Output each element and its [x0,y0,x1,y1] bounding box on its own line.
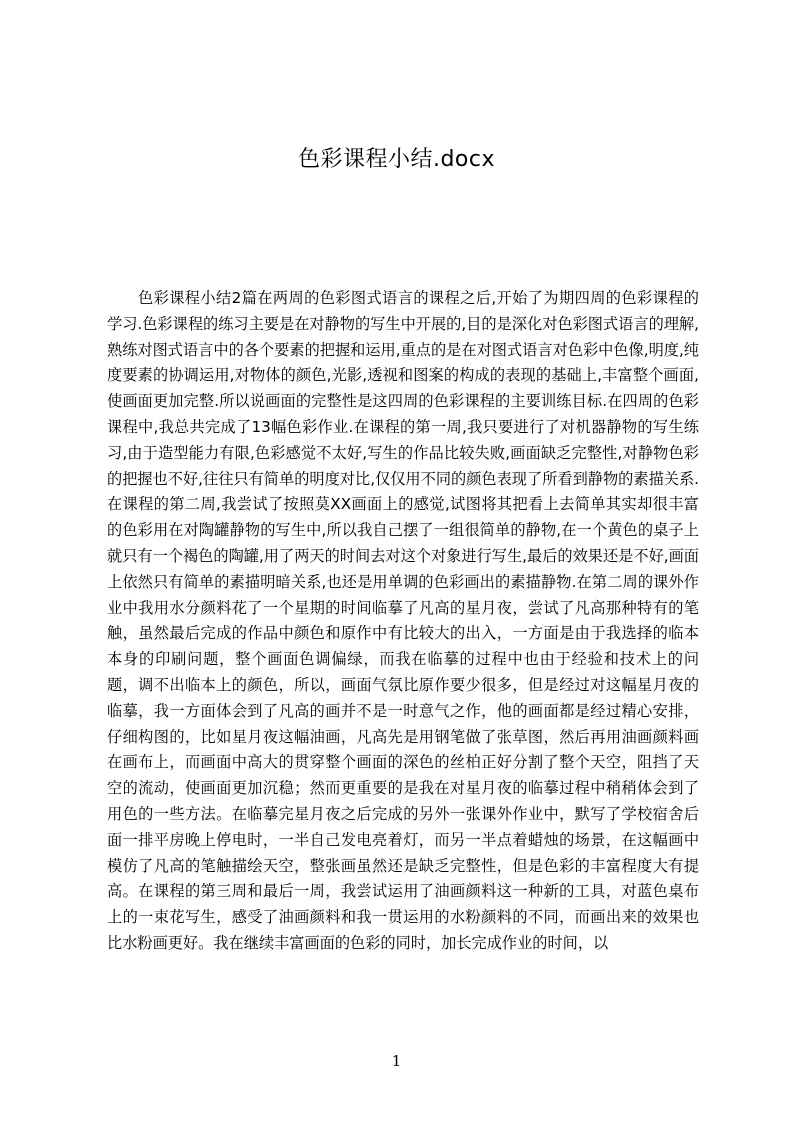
document-title: 色彩课程小结.docx [297,147,496,172]
page-number: 1 [391,1052,402,1070]
body-paragraph: 色彩课程小结2篇在两周的色彩图式语言的课程之后,开始了为期四周的色彩课程的学习.色彩课程的练习主要是在对静物的写生中开展的,目的是深化对色彩图式语言的理解,熟练对图式语言中的各个要素的把握和运用,重点的是在对图式语言对色彩中色像,明度,纯度要素的协调运用,对物体的颜色,光影,透视和图案的构成的表现的基础上,丰富整个画面,使画面更加完整.所以说画面的完整性是这四周的色彩课程的主要训练目标.在四周的色彩课程中,我总共完成了13幅色彩作业.在课程的第一周,我只要进行了对机器静物的写生练习,由于造型能力有限,色彩感觉不太好,写生的作品比较失败,画面缺乏完整性,对静物色彩的把握也不好,往往只有简单的明度对比,仅仅用不同的颜色表现了所看到静物的素描关系.在课程的第二周,我尝试了按照莫XX画面上的感觉,试图将其把看上去简单其实却很丰富的色彩用在对陶罐静物的写生中,所以我自己摆了一组很简单的静物,在一个黄色的桌子上就只有一个褐色的陶罐,用了两天的时间去对这个对象进行写生,最后的效果还是不好,画面上依然只有简单的素描明暗关系,也还是用单调的色彩画出的素描静物.在第二周的课外作业中我用水分颜料花了一个星期的时间临摹了凡高的星月夜，尝试了凡高那种特有的笔触，虽然最后完成的作品中颜色和原作中有比较大的出入，一方面是由于我选择的临本本身的印刷问题，整个画面色调偏绿，而我在临摹的过程中也由于经验和技术上的问题，调不出临本上的颜色，所以，画面气氛比原作要少很多，但是经过对这幅星月夜的临摹，我一方面体会到了凡高的画并不是一时意气之作，他的画面都是经过精心安排，仔细构图的，比如星月夜这幅油画，凡高先是用钢笔做了张草图，然后再用油画颜料画在画布上，而画面中高大的贯穿整个画面的深色的丝柏正好分割了整个天空，阻挡了天空的流动，使画面更加沉稳；然而更重要的是我在对星月夜的临摹过程中稍稍体会到了用色的一些方法。在临摹完星月夜之后完成的另外一张课外作业中，默写了学校宿舍后面一排平房晚上停电时，一半自己发电亮着灯，而另一半点着蜡烛的场景，在这幅画中模仿了凡高的笔触描绘天空，整张画虽然还是缺乏完整性，但是色彩的丰富程度大有提高。在课程的第三周和最后一周，我尝试运用了油画颜料这一种新的工具，对蓝色桌布上的一束花写生，感受了油画颜料和我一贯运用的水粉颜料的不同，而画出来的效果也比水粉画更好。我在继续丰富画面的色彩的同时，加长完成作业的时间，以 [107,289,699,952]
